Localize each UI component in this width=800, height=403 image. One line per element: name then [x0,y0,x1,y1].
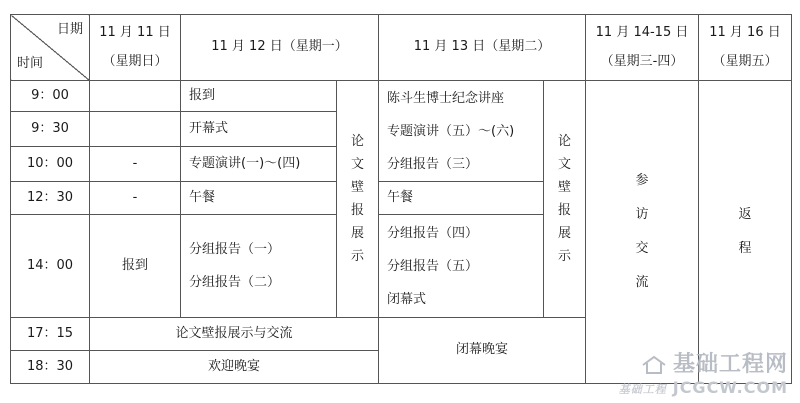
nov16-activity: 返程 [699,81,792,384]
nov12-poster: 论文壁报展示 [337,81,379,318]
nov12-1230: 午餐 [181,182,337,215]
time-cell: 12：30 [11,182,90,215]
nov11-1230: - [90,182,181,215]
nov13-evening: 闭幕晚宴 [379,318,586,384]
header-nov12: 11 月 12 日（星期一） [181,15,379,81]
time-cell: 9：00 [11,81,90,112]
header-nov16: 11 月 16 日 （星期五） [699,15,792,81]
row-0900 [11,81,792,112]
time-label: 时间 [17,56,44,72]
nov11-1000: - [90,147,181,182]
watermark [619,347,788,397]
nov13-afternoon: 分组报告（四） 分组报告（五） 闭幕式 [379,215,544,318]
nov12-afternoon: 分组报告（一） 分组报告（二） [181,215,337,318]
time-cell: 9：30 [11,112,90,147]
nov11-afternoon: 报到 [90,215,181,318]
time-cell: 14：00 [11,215,90,318]
watermark-stamp: 基础工程 [618,383,667,396]
nov11-0930 [90,112,181,147]
nov13-morning: 陈斗生博士纪念讲座 专题演讲（五）～(六) 分组报告（三） [379,81,544,182]
nov13-1230: 午餐 [379,182,544,215]
header-nov11: 11 月 11 日 （星期日） [90,15,181,81]
watermark-line1: 基础工程网 [619,347,788,378]
nov11-0900 [90,81,181,112]
evening-1715: 论文壁报展示与交流 [90,318,379,351]
evening-1830: 欢迎晚宴 [90,351,379,384]
header-row [11,15,792,81]
date-label: 日期 [56,22,83,37]
nov14-15-activity: 参访交流 [586,81,699,384]
nov12-0930: 开幕式 [181,112,337,147]
header-nov13: 11 月 13 日（星期二） [379,15,586,81]
nov12-1000: 专题演讲(一)～(四) [181,147,337,182]
house-logo-icon [641,355,667,375]
nov13-poster: 论文壁报展示 [544,81,586,318]
watermark-line2: 基础工程 JCGCW.COM [618,378,788,397]
schedule-table [10,14,792,384]
corner-cell [11,15,90,81]
time-cell: 10：00 [11,147,90,182]
nov12-0900: 报到 [181,81,337,112]
header-nov14-15: 11 月 14-15 日 （星期三-四） [586,15,699,81]
time-cell: 17：15 [11,318,90,351]
time-cell: 18：30 [11,351,90,384]
